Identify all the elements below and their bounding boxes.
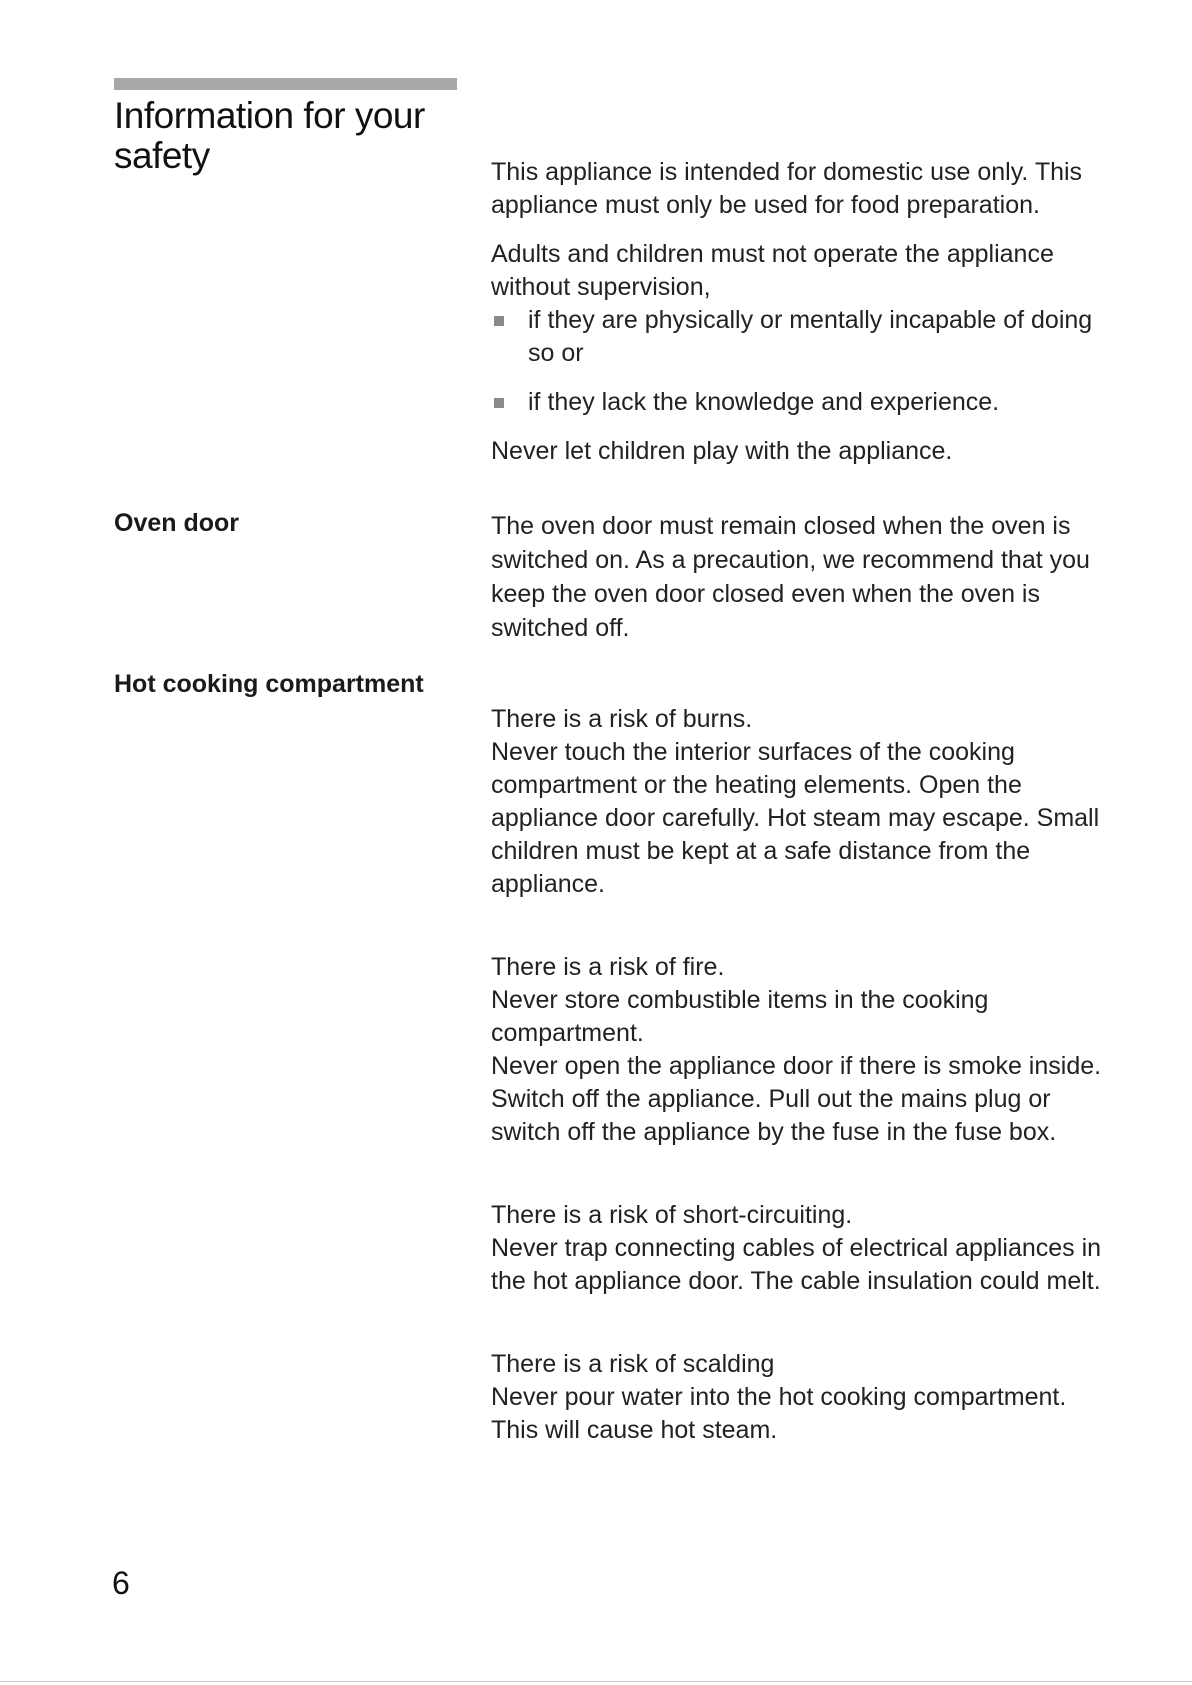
square-bullet-icon	[494, 316, 504, 326]
list-item-text: if they are physically or mentally incapable of doing so or	[528, 306, 1093, 367]
hot-compartment-heading: Hot cooking compartment	[114, 670, 424, 698]
intro-closing: Never let children play with the appliance.	[491, 437, 953, 465]
fire-warning: There is a risk of fire. Never store combustible items in the cooking compartment. Never open the appliance door if there is smoke inside. Switch off the appliance. Pull out the mains plug or switch off the appliance by the fuse in the fuse box.	[491, 953, 1102, 1146]
intro-section	[491, 156, 1113, 468]
list-item	[491, 304, 1113, 370]
page-bottom-divider	[0, 1681, 1192, 1682]
burns-warning: There is a risk of burns. Never touch the interior surfaces of the cooking compartment or the heating elements. Open the appliance door carefully. Hot steam may escape. Small children must be kept at a safe distance from the appliance.	[491, 705, 1100, 898]
intro-paragraph: This appliance is intended for domestic use only. This appliance must only be used for food preparation.	[491, 158, 1083, 219]
hot-compartment-section	[491, 670, 1113, 1480]
page-number: 6	[112, 1565, 130, 1601]
square-bullet-icon	[494, 398, 504, 408]
list-item-text: if they lack the knowledge and experience.	[528, 388, 1000, 416]
scalding-warning: There is a risk of scalding Never pour water into the hot cooking compartment. This will cause hot steam.	[491, 1350, 1067, 1444]
short-circuit-warning: There is a risk of short-circuiting. Never trap connecting cables of electrical appliances in the hot appliance door. The cable insulation could melt.	[491, 1201, 1102, 1295]
oven-door-section	[491, 509, 1113, 645]
list-item	[491, 386, 1113, 419]
intro-paragraph: Adults and children must not operate the appliance without supervision,	[491, 240, 1054, 301]
page-title: Information for your safety	[114, 95, 425, 176]
condition-list	[491, 304, 1113, 419]
section-header-bar	[114, 78, 457, 90]
oven-door-text: The oven door must remain closed when the oven is switched on. As a precaution, we recommend that you keep the oven door closed even when the oven is switched off.	[491, 512, 1090, 642]
oven-door-heading: Oven door	[114, 509, 240, 537]
